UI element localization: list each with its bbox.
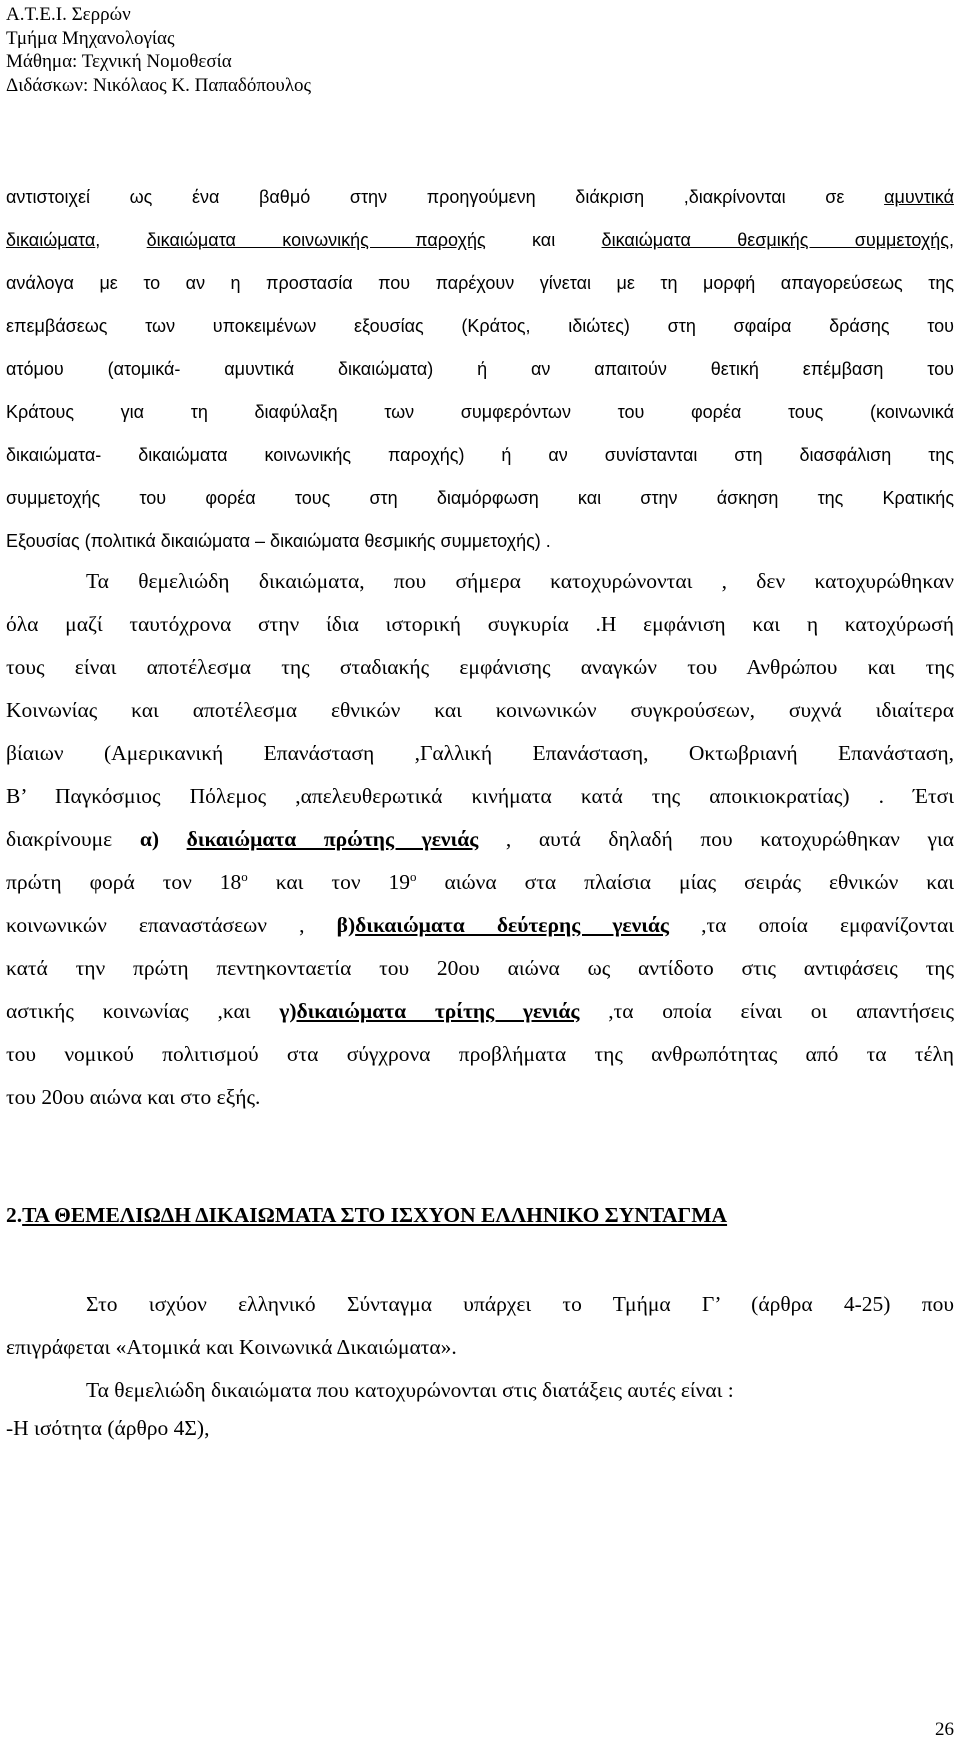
text-span: ,τα οποία εμφανίζονται: [668, 913, 954, 937]
paragraph-2-line-6: Β’ Παγκόσμιος Πόλεμος ,απελευθερωτικά κινήματα κατά της αποικιοκρατίας) . Έτσι: [6, 784, 954, 808]
paragraph-2-line-2: όλα μαζί ταυτόχρονα στην ίδια ιστορική συγκυρία .Η εμφάνιση και η κατοχύρωσή: [6, 612, 954, 636]
underlined-term: δικαιώματα κοινωνικής παροχής: [146, 230, 486, 250]
ordinal-superscript: ο: [241, 868, 248, 884]
section-number: 2.: [6, 1203, 23, 1227]
paragraph-2-line-5: βίαιων (Αμερικανική Επανάσταση ,Γαλλική Επανάσταση, Οκτωβριανή Επανάσταση,: [6, 741, 954, 765]
institution-name: Α.Τ.Ε.Ι. Σερρών: [6, 4, 131, 25]
paragraph-1-line-3: ανάλογα με το αν η προστασία που παρέχουν γίνεται με τη μορφή απαγορεύσεως της: [6, 273, 954, 293]
paragraph-3-line-3: Τα θεμελιώδη δικαιώματα που κατοχυρώνονται στις διατάξεις αυτές είναι :: [86, 1378, 734, 1402]
text-span: αιώνα στα πλαίσια μίας σειράς εθνικών και: [416, 870, 954, 894]
paragraph-3-line-1: Στο ισχύον ελληνικό Σύνταγμα υπάρχει το Τμήμα Γ’ (άρθρα 4-25) που: [86, 1292, 954, 1316]
course-name: Μάθημα: Τεχνική Νομοθεσία: [6, 51, 232, 72]
bold-label: β): [336, 913, 356, 937]
text-span: ,: [95, 230, 147, 250]
instructor-name: Διδάσκων: Νικόλαος Κ. Παπαδόπουλος: [6, 74, 312, 96]
paragraph-1-line-9: Εξουσίας (πολιτικά δικαιώματα – δικαιώματα θεσμικής συμμετοχής) .: [6, 531, 551, 551]
paragraph-3-line-2: επιγράφεται «Ατομικά και Κοινωνικά Δικαιώματα».: [6, 1335, 457, 1359]
paragraph-1-line-4: επεμβάσεως των υποκειμένων εξουσίας (Κράτος, ιδιώτες) στη σφαίρα δράσης του: [6, 316, 954, 336]
paragraph-2-line-7: [6, 827, 954, 852]
section-title: ΤΑ ΘΕΜΕΛΙΩΔΗ ΔΙΚΑΙΩΜΑΤΑ ΣΤΟ ΙΣΧΥΟΝ ΕΛΛΗΝΙΚΟ ΣΥΝΤΑΓΜΑ: [22, 1203, 728, 1227]
list-item-equality: -Η ισότητα (άρθρο 4Σ),: [6, 1416, 210, 1440]
bold-label: α): [139, 827, 187, 851]
paragraph-1-line-2: [6, 230, 954, 251]
text-span: αντιστοιχεί ως ένα βαθμό στην προηγούμενη διάκριση ,διακρίνονται σε: [6, 187, 885, 207]
paragraph-2-line-9: [6, 913, 954, 938]
underlined-term: αμυντικά: [884, 187, 954, 207]
paragraph-1-line-1: [6, 187, 954, 208]
paragraph-2-line-12: του νομικού πολιτισμού στα σύγχρονα προβλήματα της ανθρωπότητας από τα τέλη: [6, 1042, 954, 1066]
bold-underlined-term: δικαιώματα τρίτης γενιάς: [296, 999, 580, 1023]
text-span: ,: [948, 230, 954, 250]
paragraph-2-line-4: Κοινωνίας και αποτέλεσμα εθνικών και κοινωνικών συγκρούσεων, συχνά ιδιαίτερα: [6, 698, 954, 722]
ordinal-superscript: ο: [410, 868, 417, 884]
paragraph-1-line-8: συμμετοχής του φορέα τους στη διαμόρφωση και στην άσκηση της Κρατικής: [6, 488, 954, 508]
paragraph-2-line-11: [6, 999, 954, 1024]
text-span: και τον 19: [247, 870, 411, 894]
paragraph-2-line-8: [6, 870, 954, 895]
text-span: διακρίνουμε: [6, 827, 140, 851]
paragraph-1-line-7: δικαιώματα- δικαιώματα κοινωνικής παροχής) ή αν συνίστανται στη διασφάλιση της: [6, 445, 954, 465]
text-span: κοινωνικών επαναστάσεων ,: [6, 913, 337, 937]
bold-label: γ): [279, 999, 297, 1023]
underlined-term: δικαιώματα: [6, 230, 96, 250]
text-span: , αυτά δηλαδή που κατοχυρώθηκαν για: [478, 827, 954, 851]
bold-underlined-term: δικαιώματα πρώτης γενιάς: [186, 827, 479, 851]
page-number: 26: [935, 1719, 954, 1740]
section-heading: [6, 1203, 954, 1228]
paragraph-2-line-1: Τα θεμελιώδη δικαιώματα, που σήμερα κατοχυρώνονται , δεν κατοχυρώθηκαν: [86, 569, 954, 593]
text-span: και: [485, 230, 602, 250]
text-span: πρώτη φορά τον 18: [6, 870, 242, 894]
underlined-term: δικαιώματα θεσμικής συμμετοχής: [601, 230, 949, 250]
document-header: [6, 3, 311, 97]
paragraph-2-line-10: κατά την πρώτη πεντηκονταετία του 20ου αιώνα ως αντίδοτο στις αντιφάσεις της: [6, 956, 954, 980]
bold-underlined-term: δικαιώματα δεύτερης γενιάς: [355, 913, 669, 937]
paragraph-2-line-13: του 20ου αιώνα και στο εξής.: [6, 1085, 261, 1109]
text-span: ,τα οποία είναι οι απαντήσεις: [579, 999, 954, 1023]
paragraph-1-line-6: Κράτους για τη διαφύλαξη των συμφερόντων του φορέα τους (κοινωνικά: [6, 402, 954, 422]
department-name: Τμήμα Μηχανολογίας: [6, 27, 175, 49]
paragraph-2-line-3: τους είναι αποτέλεσμα της σταδιακής εμφάνισης αναγκών του Ανθρώπου και της: [6, 655, 954, 679]
text-span: αστικής κοινωνίας ,και: [6, 999, 280, 1023]
paragraph-1-line-5: ατόμου (ατομικά- αμυντικά δικαιώματα) ή αν απαιτούν θετική επέμβαση του: [6, 359, 954, 379]
